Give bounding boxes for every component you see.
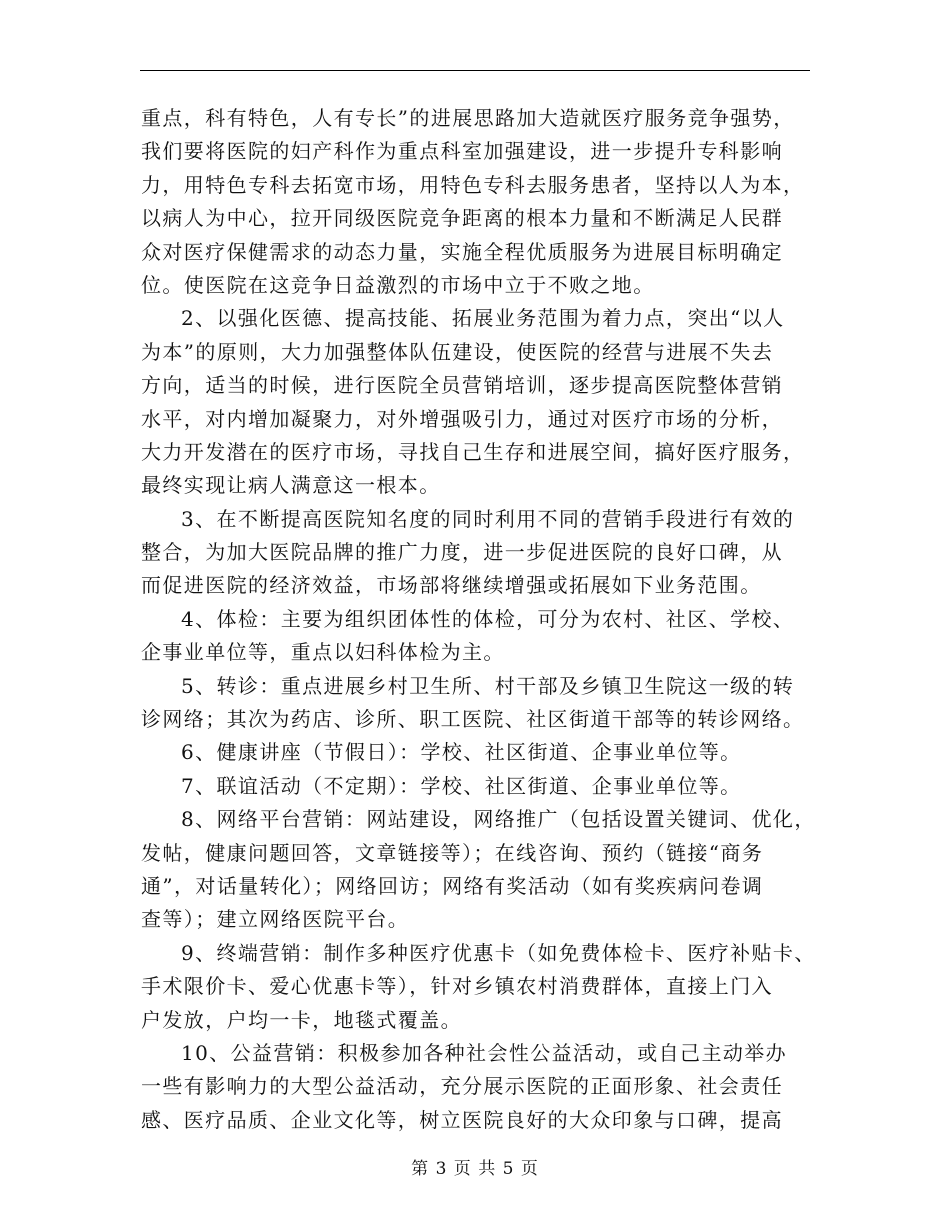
text-line: 水平，对内增加凝聚力，对外增强吸引力，通过对医疗市场的分析，	[141, 406, 783, 431]
text-line: 位。使医院在这竞争日益激烈的市场中立于不败之地。	[141, 272, 655, 297]
text-line: 企事业单位等，重点以妇科体检为主。	[141, 640, 505, 665]
text-line: 整合，为加大医院品牌的推广力度，进一步促进医院的良好口碑，从	[141, 540, 783, 565]
text-line: 大力开发潜在的医疗市场，寻找自己生存和进展空间，搞好医疗服务，	[141, 439, 805, 464]
text-line: 以病人为中心，拉开同级医院竞争距离的根本力量和不断满足人民群	[141, 206, 783, 231]
text-line: 发帖，健康问题回答，文章链接等）；在线咨询、预约（链接“商务	[141, 840, 764, 865]
paragraph-first-line: 6、健康讲座（节假日）：学校、社区街道、企事业单位等。	[181, 740, 742, 765]
text-line: 力，用特色专科去拓宽市场，用特色专科去服务患者，坚持以人为本，	[141, 172, 805, 197]
text-line: 众对医疗保健需求的动态力量，实施全程优质服务为进展目标明确定	[141, 239, 783, 264]
text-line: 查等）；建立网络医院平台。	[141, 907, 410, 932]
text-line: 而促进医院的经济效益，市场部将继续增强或拓展如下业务范围。	[141, 573, 762, 598]
document-body	[141, 102, 816, 1137]
text-line: 一些有影响力的大型公益活动，充分展示医院的正面形象、社会责任	[141, 1074, 783, 1099]
text-line: 最终实现让病人满意这一根本。	[141, 473, 441, 498]
text-line: 通”，对话量转化）；网络回访；网络有奖活动（如有奖疾病问卷调	[141, 873, 764, 898]
text-line: 方向，适当的时候，进行医院全员营销培训，逐步提高医院整体营销	[141, 373, 783, 398]
text-line: 感、医疗品质、企业文化等，树立医院良好的大众印象与口碑，提高	[141, 1107, 783, 1132]
text-line: 重点，科有特色，人有专长”的进展思路加大造就医疗服务竞争强势，	[141, 106, 795, 130]
paragraph-first-line: 10、公益营销：积极参加各种社会性公益活动，或自己主动举办	[181, 1040, 788, 1065]
paragraph-first-line: 7、联谊活动（不定期）：学校、社区街道、企事业单位等。	[181, 773, 742, 798]
paragraph-first-line: 5、转诊：重点进展乡村卫生所、村干部及乡镇卫生院这一级的转	[181, 673, 795, 698]
paragraph-first-line: 2、以强化医德、提高技能、拓展业务范围为着力点，突出“以人	[181, 306, 785, 331]
paragraph-first-line: 9、终端营销：制作多种医疗优惠卡（如免费体检卡、医疗补贴卡、	[181, 940, 816, 965]
text-line: 手术限价卡、爱心优惠卡等），针对乡镇农村消费群体，直接上门入	[141, 974, 773, 999]
paragraph-first-line: 3、在不断提高医院知名度的同时利用不同的营销手段进行有效的	[181, 506, 795, 531]
text-line: 诊网络；其次为药店、诊所、职工医院、社区街道干部等的转诊网络。	[141, 707, 805, 732]
header-rule	[140, 70, 810, 71]
text-line: 为本”的原则，大力加强整体队伍建设，使医院的经营与进展不失去	[141, 339, 774, 364]
paragraph-first-line: 4、体检：主要为组织团体性的体检，可分为农村、社区、学校、	[181, 606, 795, 631]
text-line: 我们要将医院的妇产科作为重点科室加强建设，进一步提升专科影响	[141, 139, 783, 164]
text-line: 户发放，户均一卡，地毯式覆盖。	[141, 1007, 462, 1032]
page-number-footer: 第 3 页 共 5 页	[411, 1159, 539, 1179]
paragraph-first-line: 8、网络平台营销：网站建设，网络推广（包括设置关键词、优化，	[181, 807, 816, 832]
